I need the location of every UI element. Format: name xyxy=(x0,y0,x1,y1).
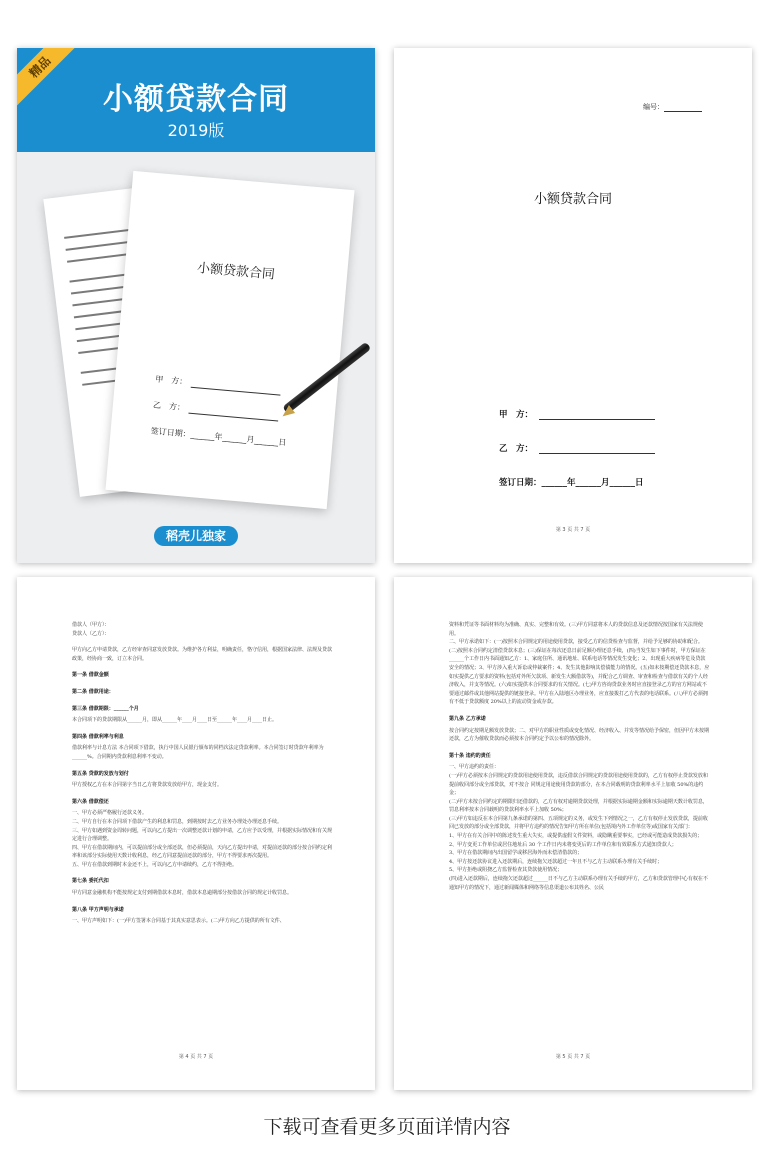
paragraph: 一、甲方必须严格履行还款义务。 xyxy=(72,810,148,817)
page-4-text xyxy=(72,621,333,926)
paragraph: 4、甲方按还款协议进入还款期后，连续拖欠还款超过一年且不与乙方主动联系办理有关手续时； xyxy=(449,858,663,865)
paragraph: 1、甲方在有关合同中的陈述发生重大失实，或提供虚假文件资料，或隐瞒重要事实，已经或可能造成贷款损失的； xyxy=(449,833,703,840)
paragraph: 一、甲方声明如下：(一)甲方签署本合同基于其真实意思表示。(二)甲方向乙方提供的所有文件、 xyxy=(72,918,285,925)
paragraph: (二)甲方未按合同约定的期限归还借款的，乙方有权对逾期贷款处理，并根据实际逾期金额和实际逾期天数计收罚息，罚息利率按本合同载明的贷款利率水平上加收 50%； xyxy=(449,798,708,814)
page-3-title: 小额贷款合同 xyxy=(533,192,612,207)
paragraph: 甲方同意金融机构不能按规定支付到期借款本息时，借款本息逾期部分按借款合同的规定计收罚息。 xyxy=(72,890,293,897)
paragraph: 一、甲方违约的责任： xyxy=(449,764,500,771)
clause-heading: 第四条 借款利率与利息 xyxy=(72,733,124,740)
clause-heading: 第三条 借款期限：______个月 xyxy=(72,705,139,712)
paragraph: 二、甲方自行在本合同项下借款产生的利息和罚息，到期按时去乙方业务办理处办理还息手续。 xyxy=(72,818,283,825)
clause-heading: 第二条 借款用途： xyxy=(72,688,114,695)
sign-date-row: 签订日期：______年______月______日 xyxy=(499,478,644,488)
cover-title: 小额贷款合同 xyxy=(103,82,289,117)
contract-number: 编号： xyxy=(643,102,702,112)
sheet-party-b: 乙 方： xyxy=(153,400,279,422)
premium-ribbon: 精品 xyxy=(17,48,87,114)
paragraph: 资料和凭证等书面材料均为准确、真实、完整和有效。(三)甲方同意将本人的贷款信息及还款情况按国家有关法规使用。 xyxy=(449,622,703,637)
sheet-title: 小额贷款合同 xyxy=(196,260,276,283)
paragraph: (一)甲方必须按本合同规定的贷款用途使用贷款，违反借款合同规定的贷款用途使用贷款的，乙方有权停止贷款发放和提前收回部分或全部贷款，对不按合 同规定用途使用贷款的部分，在本合同载明的贷款利率水平上加收 50%的违约金； xyxy=(449,772,708,797)
paragraph: 3、甲方在借款期间内出国留学或移居海外而未偿清借款的； xyxy=(449,850,583,857)
page-4-panel xyxy=(17,577,375,1090)
paragraph: 甲方向乙方申请贷款，乙方经审查同意发放贷款。为维护各方利益，明确责任，恪守信用，根据国家法律、法规及贷款政策，经协商一致，订立本合同。 xyxy=(72,647,333,662)
paragraph: 本合同项下的贷款期限从______月，即从______年____月____日至______年____月____日止。 xyxy=(72,717,278,724)
party-b-row: 乙 方： xyxy=(499,442,655,454)
cover-year: 2019版 xyxy=(167,121,225,140)
page-3-footer: 第 3 页 共 7 页 xyxy=(555,527,591,533)
page-5-panel xyxy=(394,577,752,1090)
paragraph: 贷款人（乙方）： xyxy=(72,630,110,637)
paragraph: 甲方授权乙方在本合同第字当日乙方将贷款发放给甲方，现金支付。 xyxy=(72,782,223,789)
paragraph: 四、甲方在借款期间内，可以提前部分或全部还款，但必须提前，天向乙方提出申请，对提前还款的部分按合同约定利率和该部分实际使用天数计收利息，经乙方同意提前还款的部分，甲方不得要求再次提用。 xyxy=(72,844,333,860)
paragraph: 借款人（甲方）： xyxy=(72,622,110,628)
paragraph-gap xyxy=(72,638,333,646)
paragraph: 按合同约定按期足额发放贷款；二、对甲方的职业性质或变化情况、经济收入、并发等情况给予保密，但因甲方未按期还款，乙方为催收贷款而必须按本合同约定予以公布的情况除外。 xyxy=(449,727,710,743)
page-5-text xyxy=(449,621,710,892)
paragraph: 5、甲方拒绝或阻挠乙方监督检查其贷款使用情况； xyxy=(449,867,563,874)
page-4-footer: 第 4 页 共 7 页 xyxy=(178,1054,214,1060)
page-5-footer: 第 5 页 共 7 页 xyxy=(555,1054,591,1060)
front-sheet-illustration xyxy=(105,171,354,509)
paragraph: 借款利率与计息方法 本合同项下借款，执行中国人民银行颁布的同档次法定贷款利率。本合同签订时贷款年利率为______%。合同期内贷款利息利率不变动。 xyxy=(72,745,324,760)
clause-heading: 第七条 委托代扣 xyxy=(72,878,109,885)
paragraph: 三、甲方如遇到资金周转问题，可以向乙方提出一次调整还款计划的申请，乙方应予以受理，并根据实际情况和有关规定进行合理调整。 xyxy=(72,827,333,843)
cover-panel xyxy=(17,48,375,563)
sheet-party-a: 甲 方： xyxy=(155,374,281,396)
page-3-panel xyxy=(394,48,752,563)
exclusive-badge: 稻壳儿独家 xyxy=(154,526,238,546)
clause-heading: 第六条 借款偿还 xyxy=(72,798,109,805)
paragraph: (三)甲方如违反在本合同第九条承诺的第四、五项规定的义务，或发生下列情况之一，乙方有权停止发放贷款，提前收回已发放的部分或全部贷款，并将甲方违约的情况告知甲方所在单位(包括境内外工作单位等)或国家有关部门： xyxy=(449,815,708,831)
download-caption: 下载可查看更多页面详情内容 xyxy=(263,1116,511,1138)
clause-heading: 第十条 违约的责任 xyxy=(449,752,491,759)
clause-heading: 第九条 乙方承诺 xyxy=(449,715,486,722)
paragraph: 2、甲方变更工作单位或居住地址后 30 个工作日内未将变更后的工作单位和有效联系方式通知贷款人； xyxy=(449,841,677,848)
clause-heading: 第一条 借款金额 xyxy=(72,672,109,679)
clause-heading: 第五条 贷款的发放与划付 xyxy=(72,770,129,777)
paragraph: (四)进入还款期后，连续拖欠还款超过______日不与乙方主动联系办理有关手续的甲方，乙方和贷款管理中心有权在不通知甲方的情况下，通过新闻媒体和网络等信息渠道公布其姓名、公民 xyxy=(449,876,708,891)
cover-banner xyxy=(17,48,375,152)
sheet-sign-date: 签订日期：______年______月______日 xyxy=(150,426,287,448)
party-a-row: 甲 方： xyxy=(499,408,655,420)
paragraph: 五、甲方在借款到期时本金还不上，可以向乙方申请续约，乙方不得拒绝。 xyxy=(72,861,238,868)
clause-heading: 第八条 甲方声明与承诺 xyxy=(72,906,124,913)
paragraph: 二、甲方承诺如下：(一)按照本合同规定的用途使用贷款，接受乙方的信贷检查与监督，并给予足够的协助和配合。(二)按照本合同约定清偿贷款本息；(三)保证在每次还息日前足额办理还息手续，(四)当发生如下事件时，甲方保证在______个工作日内书面通知乙方：1、家庭住所、通讯地址、联系电话等情况发生变化；2、出现重大疾病等危及贷款安全的情况；3、甲方涉入重大诉讼或仲裁案件；4、发生其他影响其偿债能力的情况。(五)如未按期偿还贷款本息，应如实提供乙方要求的资料(包括对外所欠款项、新发生大额借款等)，并配合乙方调查、审查和检查与借款有关的个人经济收入，并支等情况。(六)如实提供本合同要求的有关情况。(七)甲方咨询贷款业务时应直接登录乙方的官方网站或不要通过邮件或其他网站提供的链接登录。甲方在入陆地区办理业务，应直接拨打乙方代表的电话联系。(八)甲方必须拥有不低于贷款额度 20%以上的流动资金或存款。 xyxy=(449,639,710,706)
